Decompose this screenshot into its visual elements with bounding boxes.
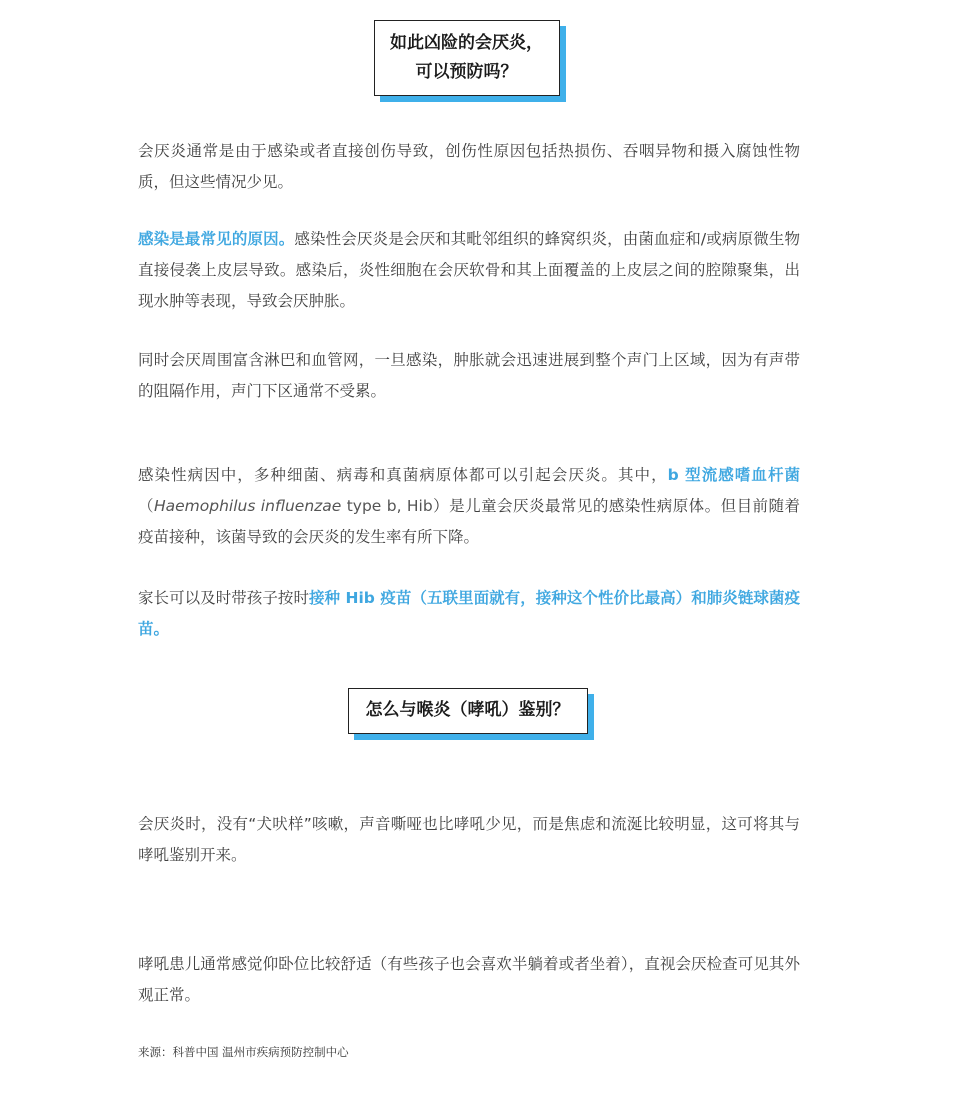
paragraph-text: ）是儿童会厌炎最常见的感染性病原体。但目前随着疫苗接种，该菌导致的会厌炎的发生率有所下降。	[138, 497, 800, 546]
paragraph-posture: 哮吼患儿通常感觉仰卧位比较舒适（有些孩子也会喜欢半躺着或者坐着），直视会厌检查可见其外观正常。	[138, 955, 800, 1004]
section-heading-prevention	[374, 20, 560, 102]
source-credit: 来源：科普中国 温州市疾病预防控制中心	[138, 1045, 349, 1059]
heading-line-2: 可以预防吗？	[415, 62, 518, 82]
heading-box: 怎么与喉炎（哮吼）鉴别？	[348, 688, 588, 734]
paren: （	[138, 497, 154, 515]
paragraph-text: 感染性会厌炎是会厌和其毗邻组织的蜂窝织炎，由菌血症和/或病原微生物直接侵袭上皮层导致。感染后，炎性细胞在会厌软骨和其上面覆盖的上皮层之间的腔隙聚集，出现水肿等表现，导致会厌肿胀。	[138, 230, 800, 310]
paragraph-spread: 同时会厌周围富含淋巴和血管网，一旦感染，肿胀就会迅速进展到整个声门上区域，因为有声带的阻隔作用，声门下区通常不受累。	[138, 351, 800, 400]
highlight-text: 感染是最常见的原因。	[138, 230, 295, 248]
paragraph-causes: 会厌炎通常是由于感染或者直接创伤导致，创伤性原因包括热损伤、吞咽异物和摄入腐蚀性物质，但这些情况少见。	[138, 142, 800, 191]
paragraph-vaccine	[138, 583, 800, 645]
paragraph-text: 感染性病因中，多种细菌、病毒和真菌病原体都可以引起会厌炎。其中，	[138, 466, 668, 484]
paragraph-symptoms: 会厌炎时，没有“犬吠样”咳嗽，声音嘶哑也比哮吼少见，而是焦虑和流涎比较明显，这可将其与哮吼鉴别开来。	[138, 815, 800, 864]
paragraph-pathogens	[138, 460, 800, 553]
highlight-text: b 型流感嗜血杆菌	[667, 466, 800, 484]
heading-box	[374, 20, 560, 96]
heading-line-1: 如此凶险的会厌炎，	[390, 33, 543, 53]
paragraph-text: 家长可以及时带孩子按时	[138, 589, 309, 607]
paragraph-infection	[138, 224, 800, 317]
latin-name: Haemophilus influenzae	[153, 497, 342, 515]
section-heading-differentiation	[348, 688, 594, 740]
highlight-text: 接种 Hib 疫苗（五联里面就有，接种这个性价比最高）和肺炎链球菌疫苗。	[138, 589, 800, 638]
latin-rest: type b, Hib	[341, 497, 433, 515]
